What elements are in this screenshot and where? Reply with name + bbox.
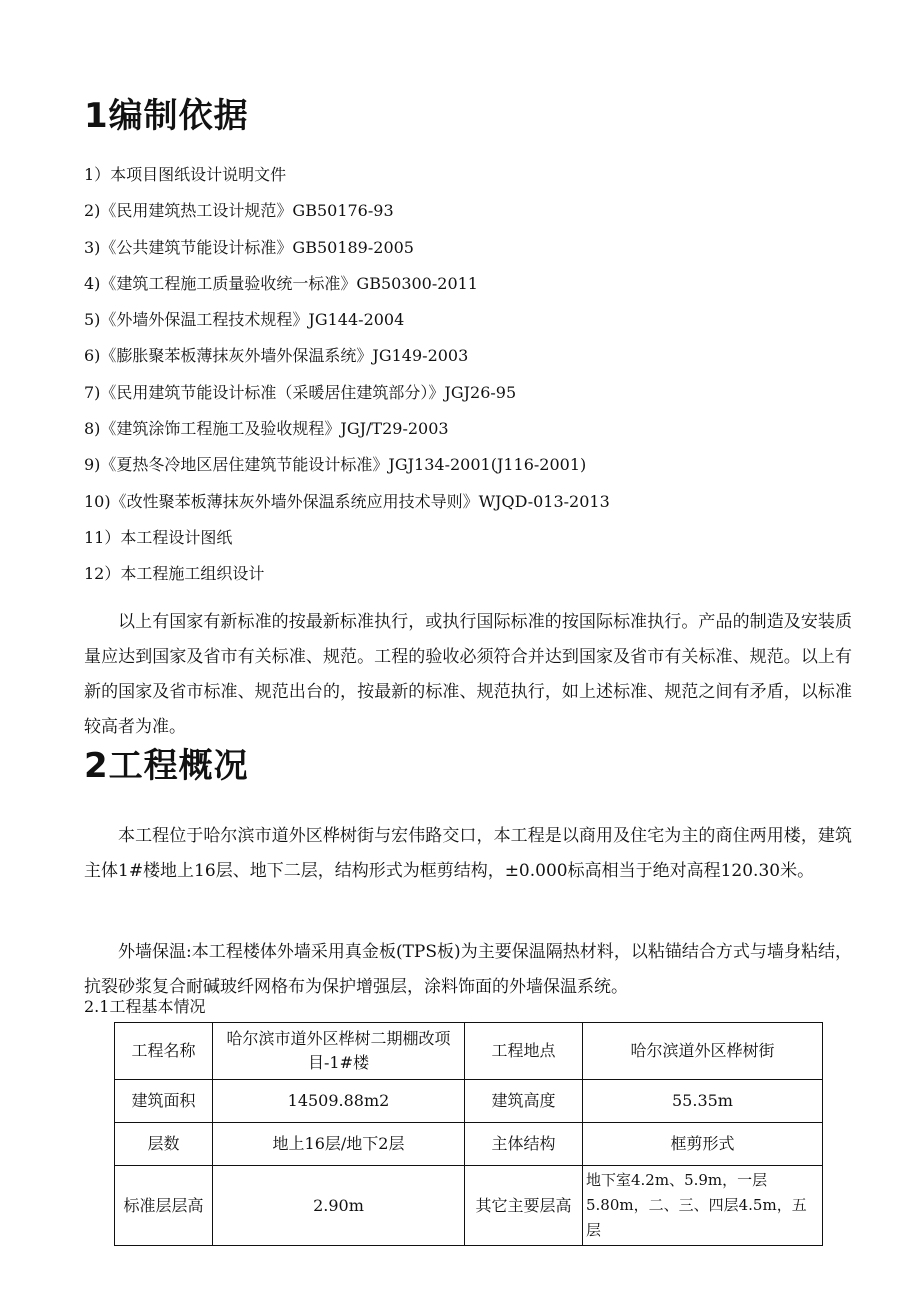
table-cell-label: 主体结构	[465, 1123, 583, 1166]
reference-item: 9)《夏热冬冷地区居住建筑节能设计标准》JGJ134-2001(J116-2001)	[84, 455, 587, 475]
table-row	[115, 1023, 823, 1080]
reference-item: 3)《公共建筑节能设计标准》GB50189-2005	[84, 237, 414, 257]
reference-item: 7)《民用建筑节能设计标准（采暖居住建筑部分）》JGJ26-95	[84, 382, 517, 402]
reference-item: 2)《民用建筑热工设计规范》GB50176-93	[84, 201, 394, 221]
section-title-overview: 2工程概况	[84, 746, 249, 786]
table-cell-label: 建筑高度	[465, 1080, 583, 1123]
table-cell-value: 55.35m	[583, 1080, 823, 1123]
table-row	[115, 1123, 823, 1166]
section-title-basis: 1编制依据	[84, 96, 249, 136]
table-cell-label: 标准层层高	[115, 1166, 213, 1246]
project-location-paragraph: 本工程位于哈尔滨市道外区桦树街与宏伟路交口，本工程是以商用及住宅为主的商住两用楼，建筑主体1#楼地上16层、地下二层，结构形式为框剪结构，±0.000标高相当于绝对高程120.30米。	[84, 826, 852, 881]
reference-item: 8)《建筑涂饰工程施工及验收规程》JGJ/T29-2003	[84, 419, 449, 439]
reference-item: 12）本工程施工组织设计	[84, 564, 265, 584]
reference-item: 4)《建筑工程施工质量验收统一标准》GB50300-2011	[84, 273, 478, 293]
reference-item: 11）本工程设计图纸	[84, 527, 233, 547]
table-cell-value: 哈尔滨市道外区桦树二期棚改项目-1#楼	[213, 1023, 465, 1080]
table-cell-value: 14509.88m2	[213, 1080, 465, 1123]
table-row	[115, 1080, 823, 1123]
table-cell-label: 工程地点	[465, 1023, 583, 1080]
table-row	[115, 1166, 823, 1246]
table-cell-value: 地上16层/地下2层	[213, 1123, 465, 1166]
standards-paragraph: 以上有国家有新标准的按最新标准执行，或执行国际标准的按国际标准执行。产品的制造及安装质量应达到国家及省市有关标准、规范。工程的验收必须符合并达到国家及省市有关标准、规范。以上有新的国家及省市标准、规范出台的，按最新的标准、规范执行，如上述标准、规范之间有矛盾，以标准较高者为准。	[84, 612, 852, 737]
reference-item: 5)《外墙外保温工程技术规程》JG144-2004	[84, 310, 405, 330]
table-cell-value: 2.90m	[213, 1166, 465, 1246]
table-cell-label: 工程名称	[115, 1023, 213, 1080]
reference-list	[84, 162, 864, 598]
table-cell-value: 哈尔滨道外区桦树街	[583, 1023, 823, 1080]
table-cell-label: 建筑面积	[115, 1080, 213, 1123]
subsection-title: 2.1工程基本情况	[84, 997, 206, 1016]
table-cell-value: 地下室4.2m、5.9m，一层5.80m，二、三、四层4.5m，五层	[583, 1166, 823, 1246]
reference-item: 6)《膨胀聚苯板薄抹灰外墙外保温系统》JG149-2003	[84, 346, 469, 366]
insulation-paragraph: 外墙保温:本工程楼体外墙采用真金板(TPS板)为主要保温隔热材料，以粘锚结合方式与墙身粘结，抗裂砂浆复合耐碱玻纤网格布为保护增强层，涂料饰面的外墙保温系统。	[84, 942, 852, 997]
table-cell-label: 层数	[115, 1123, 213, 1166]
reference-item: 1）本项目图纸设计说明文件	[84, 165, 287, 184]
table-cell-value: 框剪形式	[583, 1123, 823, 1166]
project-info-table	[114, 1022, 823, 1246]
table-cell-label: 其它主要层高	[465, 1166, 583, 1246]
reference-item: 10)《改性聚苯板薄抹灰外墙外保温系统应用技术导则》WJQD-013-2013	[84, 491, 610, 511]
